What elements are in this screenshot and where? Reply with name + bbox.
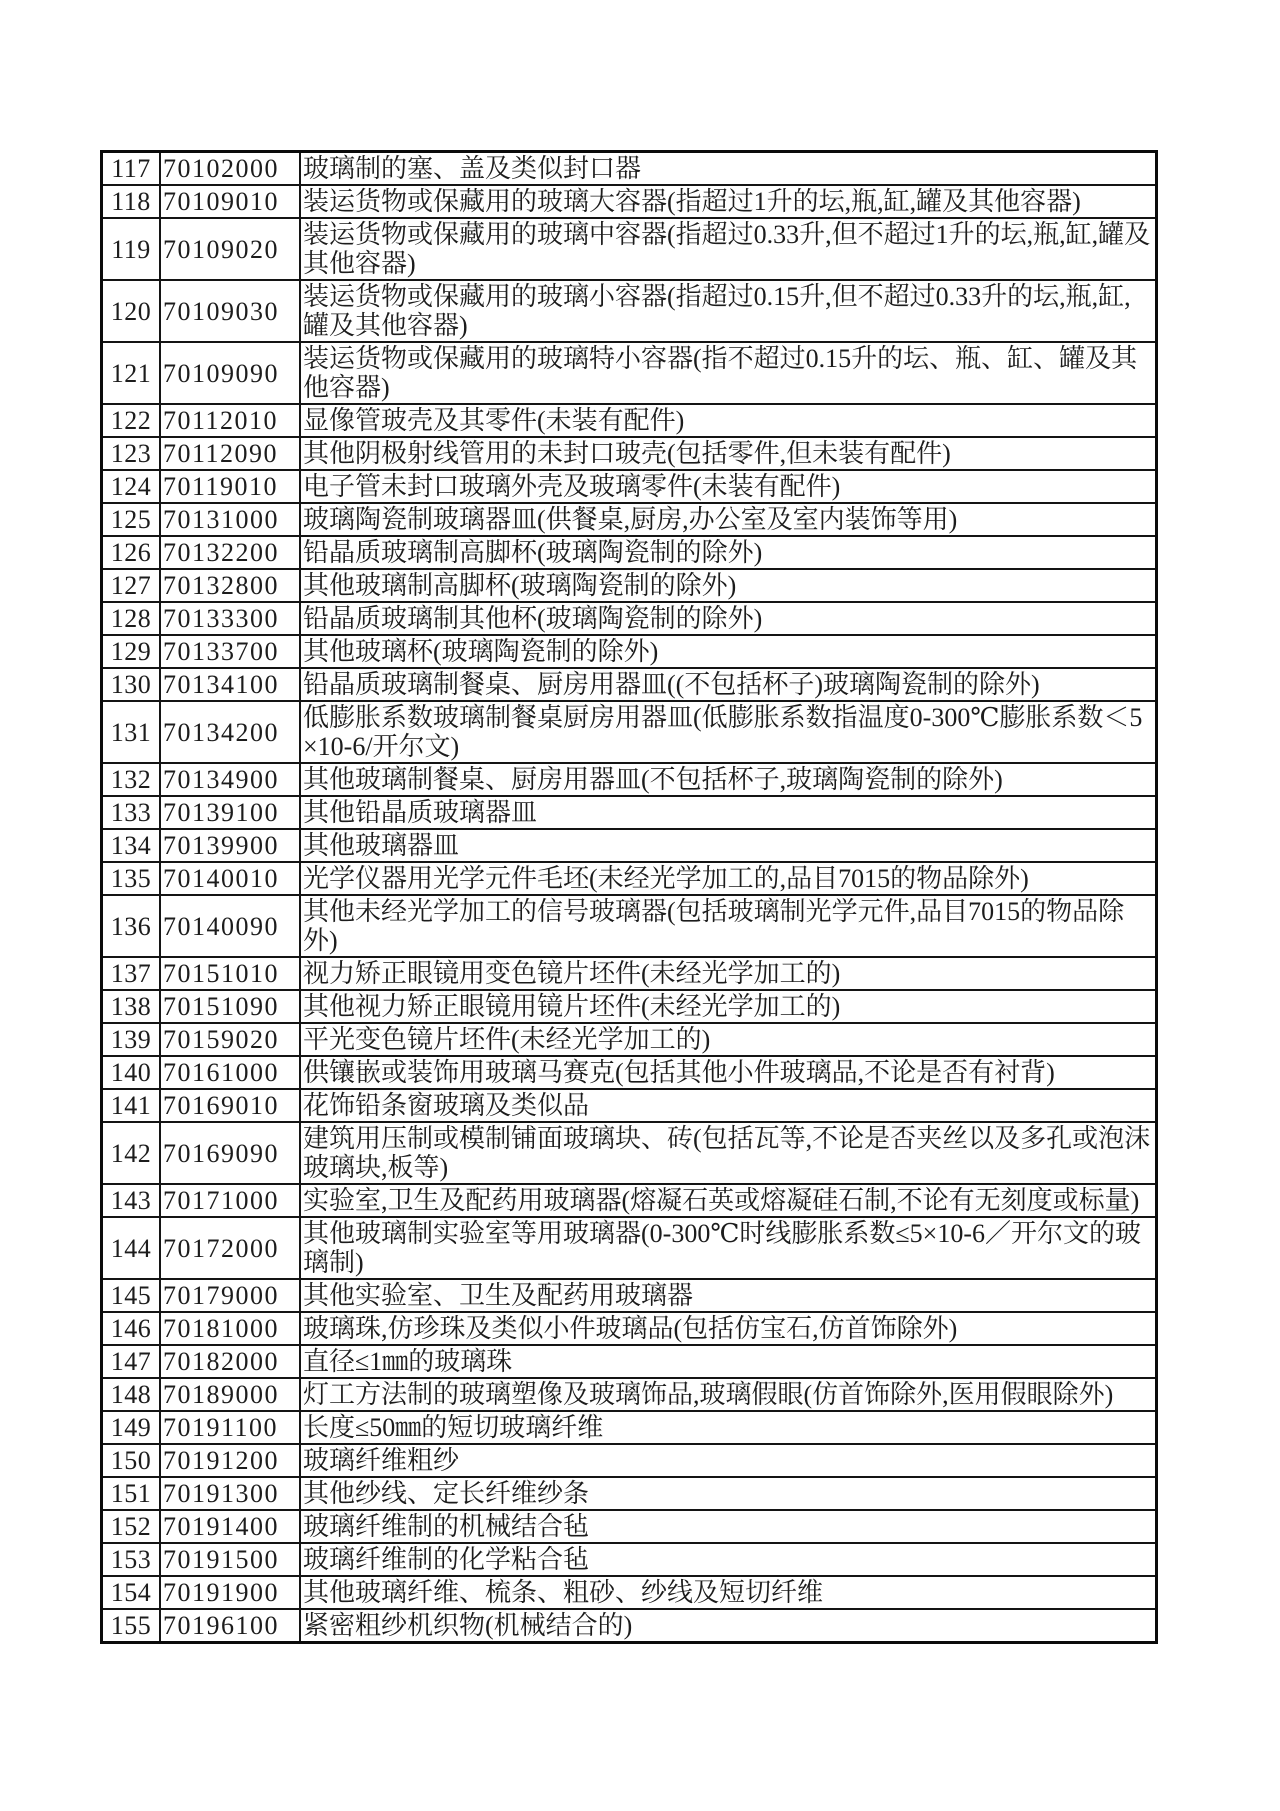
row-number: 122 bbox=[102, 404, 161, 437]
row-number: 154 bbox=[102, 1576, 161, 1609]
table-row bbox=[102, 342, 1157, 404]
table-row bbox=[102, 635, 1157, 668]
table-row bbox=[102, 1023, 1157, 1056]
row-number: 155 bbox=[102, 1609, 161, 1643]
row-number: 141 bbox=[102, 1089, 161, 1122]
product-description: 玻璃纤维制的机械结合毡 bbox=[300, 1510, 1157, 1543]
product-description: 铅晶质玻璃制高脚杯(玻璃陶瓷制的除外) bbox=[300, 536, 1157, 569]
row-number: 128 bbox=[102, 602, 161, 635]
hs-code: 70119010 bbox=[160, 470, 300, 503]
hs-code: 70112010 bbox=[160, 404, 300, 437]
row-number: 135 bbox=[102, 862, 161, 895]
table-row bbox=[102, 668, 1157, 701]
row-number: 117 bbox=[102, 152, 161, 186]
product-description: 玻璃珠,仿珍珠及类似小件玻璃品(包括仿宝石,仿首饰除外) bbox=[300, 1312, 1157, 1345]
table-row bbox=[102, 152, 1157, 186]
product-description: 其他视力矫正眼镜用镜片坯件(未经光学加工的) bbox=[300, 990, 1157, 1023]
row-number: 120 bbox=[102, 280, 161, 342]
product-description: 其他玻璃纤维、梳条、粗砂、纱线及短切纤维 bbox=[300, 1576, 1157, 1609]
hs-code: 70139100 bbox=[160, 796, 300, 829]
table-row bbox=[102, 404, 1157, 437]
hs-code: 70179000 bbox=[160, 1279, 300, 1312]
row-number: 126 bbox=[102, 536, 161, 569]
table-row bbox=[102, 1089, 1157, 1122]
hs-code: 70132800 bbox=[160, 569, 300, 602]
row-number: 121 bbox=[102, 342, 161, 404]
product-description: 其他未经光学加工的信号玻璃器(包括玻璃制光学元件,品目7015的物品除外) bbox=[300, 895, 1157, 957]
hs-code: 70109090 bbox=[160, 342, 300, 404]
product-description: 其他纱线、定长纤维纱条 bbox=[300, 1477, 1157, 1510]
table-row bbox=[102, 1279, 1157, 1312]
table-row bbox=[102, 1345, 1157, 1378]
hs-code: 70171000 bbox=[160, 1184, 300, 1217]
row-number: 129 bbox=[102, 635, 161, 668]
row-number: 149 bbox=[102, 1411, 161, 1444]
row-number: 119 bbox=[102, 218, 161, 280]
hs-code: 70159020 bbox=[160, 1023, 300, 1056]
table-row bbox=[102, 1217, 1157, 1279]
product-description: 显像管玻壳及其零件(未装有配件) bbox=[300, 404, 1157, 437]
hs-code: 70131000 bbox=[160, 503, 300, 536]
product-description: 其他阴极射线管用的未封口玻壳(包括零件,但未装有配件) bbox=[300, 437, 1157, 470]
hs-code-table-body bbox=[102, 152, 1157, 1643]
product-description: 其他玻璃制高脚杯(玻璃陶瓷制的除外) bbox=[300, 569, 1157, 602]
table-row bbox=[102, 701, 1157, 763]
hs-code: 70169010 bbox=[160, 1089, 300, 1122]
table-row bbox=[102, 862, 1157, 895]
table-row bbox=[102, 1312, 1157, 1345]
hs-code: 70191500 bbox=[160, 1543, 300, 1576]
row-number: 125 bbox=[102, 503, 161, 536]
table-row bbox=[102, 1477, 1157, 1510]
row-number: 153 bbox=[102, 1543, 161, 1576]
table-row bbox=[102, 990, 1157, 1023]
hs-code: 70109030 bbox=[160, 280, 300, 342]
table-row bbox=[102, 1122, 1157, 1184]
hs-code: 70182000 bbox=[160, 1345, 300, 1378]
product-description: 其他玻璃器皿 bbox=[300, 829, 1157, 862]
table-row bbox=[102, 569, 1157, 602]
table-row bbox=[102, 437, 1157, 470]
hs-code: 70151010 bbox=[160, 957, 300, 990]
product-description: 其他玻璃制实验室等用玻璃器(0-300℃时线膨胀系数≤5×10-6／开尔文的玻璃制) bbox=[300, 1217, 1157, 1279]
table-row bbox=[102, 796, 1157, 829]
product-description: 其他玻璃制餐桌、厨房用器皿(不包括杯子,玻璃陶瓷制的除外) bbox=[300, 763, 1157, 796]
hs-code: 70132200 bbox=[160, 536, 300, 569]
row-number: 152 bbox=[102, 1510, 161, 1543]
row-number: 142 bbox=[102, 1122, 161, 1184]
product-description: 直径≤1㎜的玻璃珠 bbox=[300, 1345, 1157, 1378]
row-number: 133 bbox=[102, 796, 161, 829]
hs-code: 70134200 bbox=[160, 701, 300, 763]
row-number: 140 bbox=[102, 1056, 161, 1089]
table-row bbox=[102, 829, 1157, 862]
row-number: 150 bbox=[102, 1444, 161, 1477]
hs-code: 70109010 bbox=[160, 185, 300, 218]
product-description: 装运货物或保藏用的玻璃中容器(指超过0.33升,但不超过1升的坛,瓶,缸,罐及其他容器) bbox=[300, 218, 1157, 280]
table-row bbox=[102, 1184, 1157, 1217]
hs-code: 70112090 bbox=[160, 437, 300, 470]
hs-code: 70189000 bbox=[160, 1378, 300, 1411]
table-row bbox=[102, 470, 1157, 503]
hs-code: 70191100 bbox=[160, 1411, 300, 1444]
hs-code: 70140010 bbox=[160, 862, 300, 895]
product-description: 玻璃制的塞、盖及类似封口器 bbox=[300, 152, 1157, 186]
table-row bbox=[102, 1378, 1157, 1411]
table-row bbox=[102, 1411, 1157, 1444]
hs-code: 70102000 bbox=[160, 152, 300, 186]
row-number: 146 bbox=[102, 1312, 161, 1345]
product-description: 长度≤50㎜的短切玻璃纤维 bbox=[300, 1411, 1157, 1444]
hs-code: 70191300 bbox=[160, 1477, 300, 1510]
table-row bbox=[102, 763, 1157, 796]
product-description: 低膨胀系数玻璃制餐桌厨房用器皿(低膨胀系数指温度0-300℃膨胀系数＜5×10-6/开尔文) bbox=[300, 701, 1157, 763]
hs-code: 70133700 bbox=[160, 635, 300, 668]
row-number: 147 bbox=[102, 1345, 161, 1378]
product-description: 实验室,卫生及配药用玻璃器(熔凝石英或熔凝硅石制,不论有无刻度或标量) bbox=[300, 1184, 1157, 1217]
table-row bbox=[102, 503, 1157, 536]
row-number: 127 bbox=[102, 569, 161, 602]
table-row bbox=[102, 280, 1157, 342]
product-description: 花饰铅条窗玻璃及类似品 bbox=[300, 1089, 1157, 1122]
row-number: 136 bbox=[102, 895, 161, 957]
product-description: 建筑用压制或模制铺面玻璃块、砖(包括瓦等,不论是否夹丝以及多孔或泡沫玻璃块,板等) bbox=[300, 1122, 1157, 1184]
table-row bbox=[102, 185, 1157, 218]
product-description: 装运货物或保藏用的玻璃小容器(指超过0.15升,但不超过0.33升的坛,瓶,缸,罐及其他容器) bbox=[300, 280, 1157, 342]
hs-code: 70109020 bbox=[160, 218, 300, 280]
hs-code: 70151090 bbox=[160, 990, 300, 1023]
hs-code: 70134900 bbox=[160, 763, 300, 796]
table-row bbox=[102, 1510, 1157, 1543]
product-description: 视力矫正眼镜用变色镜片坯件(未经光学加工的) bbox=[300, 957, 1157, 990]
row-number: 130 bbox=[102, 668, 161, 701]
hs-code: 70191200 bbox=[160, 1444, 300, 1477]
row-number: 132 bbox=[102, 763, 161, 796]
table-row bbox=[102, 1444, 1157, 1477]
product-description: 铅晶质玻璃制其他杯(玻璃陶瓷制的除外) bbox=[300, 602, 1157, 635]
row-number: 151 bbox=[102, 1477, 161, 1510]
product-description: 灯工方法制的玻璃塑像及玻璃饰品,玻璃假眼(仿首饰除外,医用假眼除外) bbox=[300, 1378, 1157, 1411]
row-number: 148 bbox=[102, 1378, 161, 1411]
product-description: 光学仪器用光学元件毛坯(未经光学加工的,品目7015的物品除外) bbox=[300, 862, 1157, 895]
product-description: 紧密粗纱机织物(机械结合的) bbox=[300, 1609, 1157, 1643]
row-number: 143 bbox=[102, 1184, 161, 1217]
table-row bbox=[102, 1543, 1157, 1576]
hs-code: 70181000 bbox=[160, 1312, 300, 1345]
row-number: 137 bbox=[102, 957, 161, 990]
product-description: 玻璃纤维制的化学粘合毡 bbox=[300, 1543, 1157, 1576]
table-row bbox=[102, 536, 1157, 569]
product-description: 供镶嵌或装饰用玻璃马赛克(包括其他小件玻璃品,不论是否有衬背) bbox=[300, 1056, 1157, 1089]
table-row bbox=[102, 957, 1157, 990]
table-row bbox=[102, 895, 1157, 957]
row-number: 134 bbox=[102, 829, 161, 862]
product-description: 玻璃陶瓷制玻璃器皿(供餐桌,厨房,办公室及室内装饰等用) bbox=[300, 503, 1157, 536]
product-description: 玻璃纤维粗纱 bbox=[300, 1444, 1157, 1477]
hs-code: 70196100 bbox=[160, 1609, 300, 1643]
hs-code: 70161000 bbox=[160, 1056, 300, 1089]
product-description: 其他铅晶质玻璃器皿 bbox=[300, 796, 1157, 829]
hs-code: 70191400 bbox=[160, 1510, 300, 1543]
row-number: 131 bbox=[102, 701, 161, 763]
table-row bbox=[102, 218, 1157, 280]
row-number: 124 bbox=[102, 470, 161, 503]
row-number: 144 bbox=[102, 1217, 161, 1279]
table-row bbox=[102, 1576, 1157, 1609]
row-number: 123 bbox=[102, 437, 161, 470]
hs-code: 70172000 bbox=[160, 1217, 300, 1279]
product-description: 其他实验室、卫生及配药用玻璃器 bbox=[300, 1279, 1157, 1312]
hs-code-table bbox=[100, 150, 1158, 1644]
row-number: 145 bbox=[102, 1279, 161, 1312]
row-number: 139 bbox=[102, 1023, 161, 1056]
product-description: 其他玻璃杯(玻璃陶瓷制的除外) bbox=[300, 635, 1157, 668]
product-description: 平光变色镜片坯件(未经光学加工的) bbox=[300, 1023, 1157, 1056]
hs-code: 70140090 bbox=[160, 895, 300, 957]
product-description: 铅晶质玻璃制餐桌、厨房用器皿((不包括杯子)玻璃陶瓷制的除外) bbox=[300, 668, 1157, 701]
table-row bbox=[102, 1056, 1157, 1089]
hs-code: 70139900 bbox=[160, 829, 300, 862]
table-row bbox=[102, 1609, 1157, 1643]
hs-code: 70169090 bbox=[160, 1122, 300, 1184]
hs-code: 70191900 bbox=[160, 1576, 300, 1609]
product-description: 电子管未封口玻璃外壳及玻璃零件(未装有配件) bbox=[300, 470, 1157, 503]
table-row bbox=[102, 602, 1157, 635]
row-number: 118 bbox=[102, 185, 161, 218]
hs-code: 70134100 bbox=[160, 668, 300, 701]
product-description: 装运货物或保藏用的玻璃特小容器(指不超过0.15升的坛、瓶、缸、罐及其他容器) bbox=[300, 342, 1157, 404]
hs-code: 70133300 bbox=[160, 602, 300, 635]
row-number: 138 bbox=[102, 990, 161, 1023]
product-description: 装运货物或保藏用的玻璃大容器(指超过1升的坛,瓶,缸,罐及其他容器) bbox=[300, 185, 1157, 218]
